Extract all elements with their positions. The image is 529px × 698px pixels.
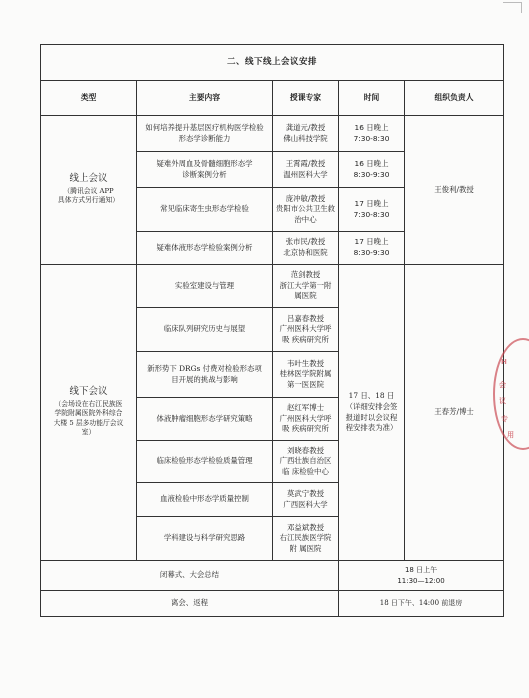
- offline-category-cell: [41, 265, 137, 561]
- content-cell: 新形势下 DRGs 付费对检验形态项 目开展的挑战与影响: [137, 352, 273, 398]
- content-cell: 学科建设与科学研究思路: [137, 517, 273, 561]
- time-cell: 17 日晚上 8:30-9:30: [339, 232, 405, 265]
- offline-category: 线下会议: [69, 386, 108, 398]
- expert-cell: 吕嘉春教授 广州医科大学呼 吸 疾病研究所: [273, 308, 339, 352]
- time-cell: 16 日晚上 7:30-8:30: [339, 116, 405, 152]
- departure-row: [41, 591, 504, 617]
- content-cell: 如何培养提升基层医疗机构医学检验 形态学诊断能力: [137, 116, 273, 152]
- expert-cell: 韦叶生教授 桂林医学院附属 第一医医院: [273, 352, 339, 398]
- expert-cell: 庞冲敏/教授 贵阳市公共卫生救 治中心: [273, 188, 339, 232]
- offline-organizer: 王春芳/博士: [405, 265, 504, 561]
- content-cell: 临床检验形态学检验质量管理: [137, 441, 273, 483]
- title-row: [41, 45, 504, 81]
- closing-label: 闭幕式、大会总结: [41, 561, 339, 591]
- online-category-cell: [41, 116, 137, 265]
- corner-mark: [503, 2, 522, 13]
- closing-time: 18 日上午 11:30—12:00: [339, 561, 504, 591]
- expert-cell: 范剑教授 浙江大学第一附 属医院: [273, 265, 339, 308]
- online-category: 线上会议: [69, 173, 108, 185]
- content-cell: 血液检验中形态学质量控制: [137, 483, 273, 517]
- content-cell: 实验室建设与管理: [137, 265, 273, 308]
- content-cell: 体液肿瘤细胞形态学研究策略: [137, 398, 273, 441]
- time-cell: 17 日晚上 7:30-8:30: [339, 188, 405, 232]
- header-time: 时间: [339, 81, 405, 116]
- expert-cell: 王霄霞/教授 温州医科大学: [273, 152, 339, 188]
- expert-cell: 龚道元/教授 佛山科技学院: [273, 116, 339, 152]
- expert-cell: 莫武宁教授 广西医科大学: [273, 483, 339, 517]
- offline-note: （会场设在右江民族医 学院附属医院外科综合 大楼 5 层多功能厅会议 室）: [53, 399, 124, 437]
- time-cell: 16 日晚上 8:30-9:30: [339, 152, 405, 188]
- red-seal-stamp: H 会 议 专 用: [493, 338, 529, 450]
- schedule-table: [40, 44, 504, 617]
- header-organizer: 组织负责人: [405, 81, 504, 116]
- section-title: 二、线下线上会议安排: [41, 45, 504, 81]
- departure-label: 离会、返程: [41, 591, 339, 617]
- expert-cell: 刘晓春教授 广西壮族自治区 临 床检验中心: [273, 441, 339, 483]
- table-row: [41, 116, 504, 152]
- header-type: 类型: [41, 81, 137, 116]
- content-cell: 临床队列研究历史与展望: [137, 308, 273, 352]
- header-row: [41, 81, 504, 116]
- expert-cell: 张市民/教授 北京协和医院: [273, 232, 339, 265]
- closing-row: [41, 561, 504, 591]
- content-cell: 疑难体液形态学检验案例分析: [137, 232, 273, 265]
- header-expert: 授课专家: [273, 81, 339, 116]
- offline-time: 17 日、18 日 （详细安排会签 报道时以会议程 程安排表为准）: [339, 265, 405, 561]
- content-cell: 疑难外周血及骨髓细胞形态学 诊断案例分析: [137, 152, 273, 188]
- departure-time: 18 日下午、14:00 前退房: [339, 591, 504, 617]
- header-content: 主要内容: [137, 81, 273, 116]
- online-note: （腾讯会议 APP 具体方式另行通知）: [57, 186, 120, 205]
- content-cell: 常见临床寄生虫形态学检验: [137, 188, 273, 232]
- table-row: [41, 265, 504, 308]
- expert-cell: 赵红军博士 广州医科大学呼 吸 疾病研究所: [273, 398, 339, 441]
- expert-cell: 邓益斌教授 右江民族医学院 附 属医院: [273, 517, 339, 561]
- online-organizer: 王俊利/教授: [405, 116, 504, 265]
